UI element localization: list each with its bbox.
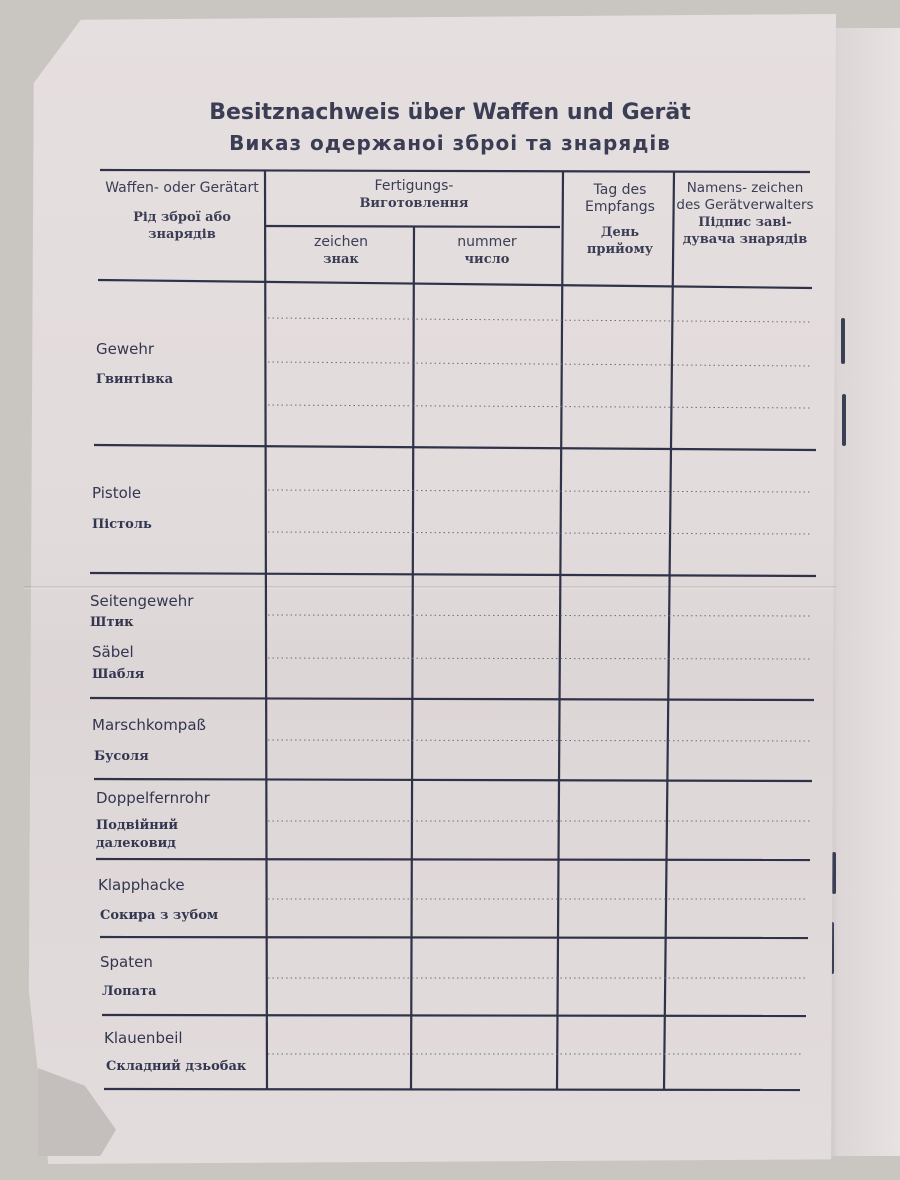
column-header-manufacture-german: Fertigungs- xyxy=(374,178,454,194)
column-header-signature xyxy=(676,180,814,248)
column-header-received xyxy=(566,182,674,258)
row-label-ukrainian: Пістоль xyxy=(92,517,152,532)
row-label-german: Gewehr xyxy=(96,340,155,358)
row-label-ukrainian: Сокира з зубом xyxy=(100,908,219,923)
column-header-number-german: nummer xyxy=(457,234,517,250)
column-header-type-ukrainian: Рід зброї або знарядів xyxy=(133,210,231,242)
row-label-ukrainian: Гвинтівка xyxy=(96,372,174,387)
row-label-german: Klauenbeil xyxy=(104,1029,183,1047)
row-label-ukrainian: Складний дзьобак xyxy=(106,1059,247,1074)
row-label-german-secondary: Säbel xyxy=(92,643,134,661)
column-header-manufacture-ukrainian: Виготовлення xyxy=(359,196,469,211)
title-ukrainian: Виказ одержаноі зброі та знарядів xyxy=(229,131,671,155)
column-header-received-ukrainian: День прийому xyxy=(586,225,654,257)
row-label-ukrainian: Штик xyxy=(90,615,134,630)
row-label-ukrainian: Подвійний далековид xyxy=(96,818,179,851)
column-header-signature-ukrainian: Підпис заві- дувача знарядів xyxy=(682,215,808,247)
row-label-ukrainian: Лопата xyxy=(102,984,157,999)
row-label-german: Marschkompaß xyxy=(92,716,206,734)
column-header-mark xyxy=(268,234,414,268)
row-label-german: Seitengewehr xyxy=(90,592,194,610)
row-label-german: Klapphacke xyxy=(98,876,185,894)
column-header-mark-ukrainian: знак xyxy=(323,252,359,267)
column-header-signature-german: Namens- zeichen des Gerätverwalters xyxy=(676,180,814,213)
column-header-type-german: Waffen- oder Gerätart xyxy=(105,180,259,196)
column-header-type xyxy=(104,180,260,243)
row-label-german: Spaten xyxy=(100,953,153,971)
column-header-mark-german: zeichen xyxy=(314,234,368,250)
column-header-number-ukrainian: число xyxy=(464,252,510,267)
column-header-received-german: Tag des Empfangs xyxy=(585,182,655,215)
row-label-ukrainian-secondary: Шабля xyxy=(92,667,145,682)
row-label-german: Doppelfernrohr xyxy=(96,789,210,807)
title-german: Besitznachweis über Waffen und Gerät xyxy=(209,100,691,125)
row-label-german: Pistole xyxy=(92,484,142,502)
row-label-ukrainian: Бусоля xyxy=(94,749,149,764)
column-header-manufacture xyxy=(268,178,560,212)
column-header-number xyxy=(414,234,560,268)
